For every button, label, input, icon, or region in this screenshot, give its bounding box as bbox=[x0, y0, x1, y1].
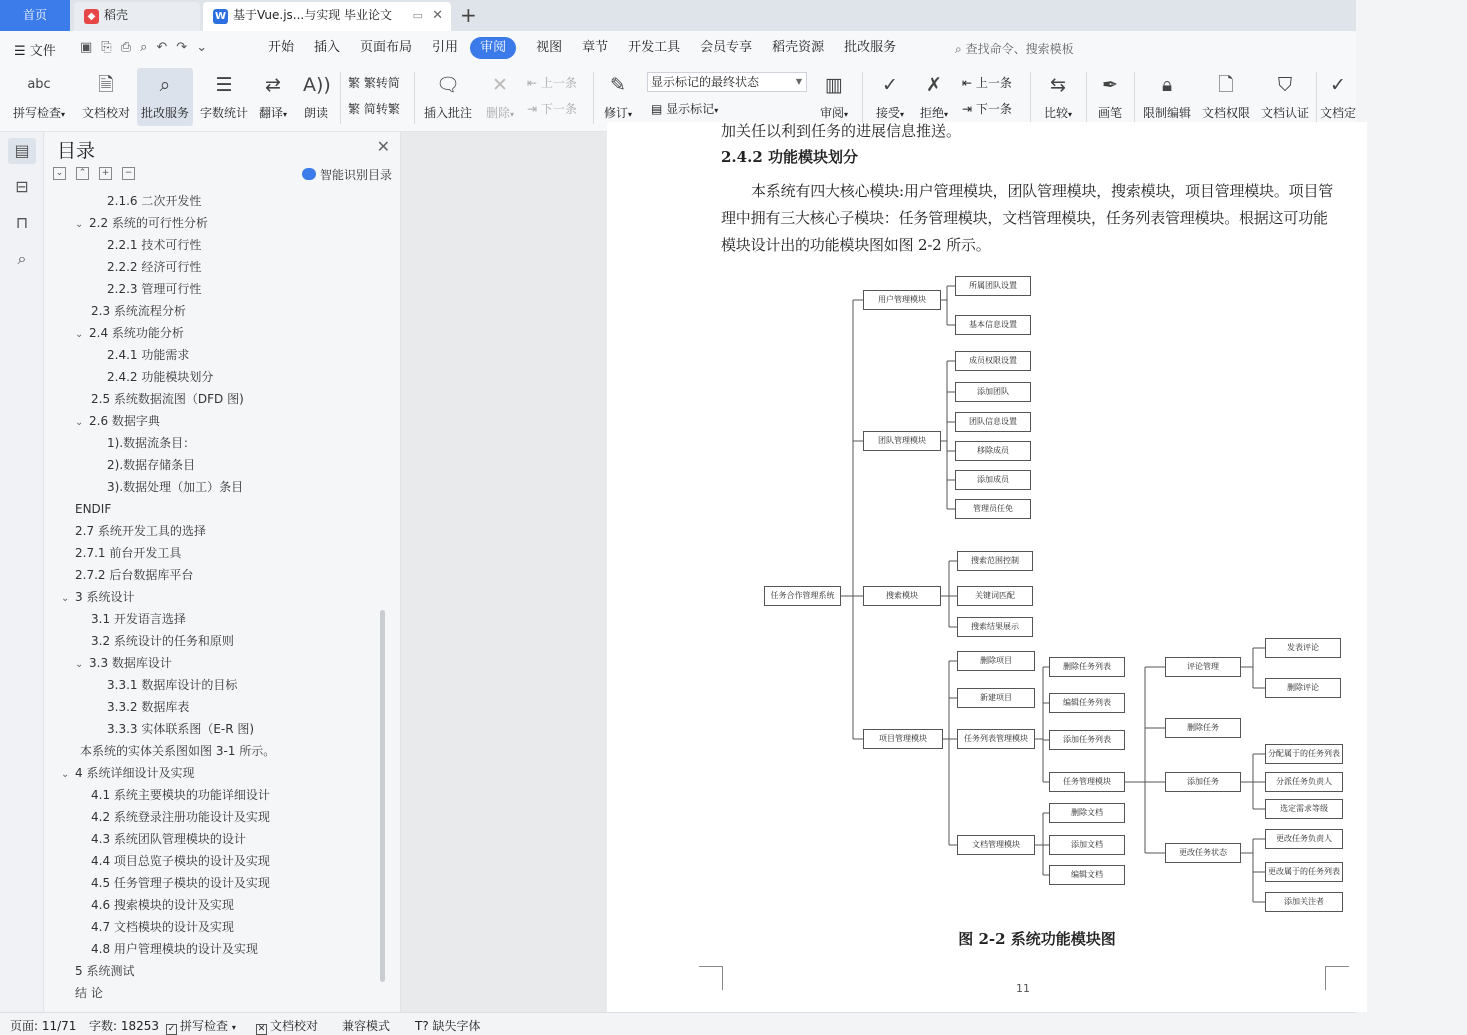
toc-item[interactable] bbox=[61, 762, 194, 784]
pin-icon[interactable]: ▭ bbox=[412, 9, 423, 22]
doc-final-label: 文档定 bbox=[1320, 106, 1357, 120]
prev-comment-label: 上一条 bbox=[540, 76, 577, 90]
document-area bbox=[401, 122, 1356, 1012]
bookmark-icon[interactable]: ⊓ bbox=[15, 213, 29, 232]
doc-check-button[interactable] bbox=[78, 68, 134, 126]
toc-item-label: 3 系统设计 bbox=[75, 590, 135, 604]
toc-list bbox=[45, 190, 380, 1005]
toc-item-label: 2.2.1 技术可行性 bbox=[107, 238, 202, 252]
more-icon[interactable]: ⌄ bbox=[196, 40, 208, 55]
toc-item-label: 3.3.2 数据库表 bbox=[107, 700, 190, 714]
diagram-node: 移除成员 bbox=[955, 441, 1031, 461]
read-aloud-button[interactable] bbox=[298, 68, 334, 126]
toc-item-label: 4.5 任务管理子模块的设计及实现 bbox=[91, 876, 270, 890]
diagram-node: 项目管理模块 bbox=[863, 729, 943, 749]
menu-insert[interactable]: 插入 bbox=[314, 40, 341, 55]
diagram-node: 添加成员 bbox=[955, 470, 1031, 490]
expand-all-icon[interactable]: ⌄ bbox=[53, 167, 66, 180]
pen-icon: ✒ bbox=[1102, 74, 1118, 96]
menu-review[interactable]: 审阅 bbox=[470, 37, 516, 59]
diagram-node: 添加任务列表 bbox=[1049, 730, 1125, 750]
toc-item-label: 3.3 数据库设计 bbox=[89, 656, 172, 670]
reject-button[interactable]: ✗ 拒绝▾ bbox=[919, 74, 949, 120]
read-aloud-icon: A)) bbox=[303, 74, 331, 96]
toc-item[interactable] bbox=[80, 740, 275, 762]
menu-start[interactable]: 开始 bbox=[268, 40, 295, 55]
menu-section[interactable]: 章节 bbox=[582, 40, 609, 55]
toc-item-label: 2.7.1 前台开发工具 bbox=[75, 546, 182, 560]
menu-daoke-resources[interactable]: 稻壳资源 bbox=[772, 40, 825, 55]
tab-home[interactable]: 首页 bbox=[0, 0, 70, 31]
search-icon[interactable]: ⌕ bbox=[17, 249, 27, 268]
toc-item-label: 2.7.2 后台数据库平台 bbox=[75, 568, 194, 582]
save-icon[interactable]: ▣ bbox=[80, 40, 93, 55]
next-change-label: 下一条 bbox=[975, 102, 1012, 116]
spell-check-button[interactable]: abc 拼写检查▾ bbox=[8, 68, 70, 126]
toc-scrollbar[interactable] bbox=[380, 610, 385, 982]
lock-icon: 🔒︎ bbox=[1161, 74, 1173, 96]
compare-icon: ⇆ bbox=[1050, 74, 1066, 96]
command-search-placeholder: 查找命令、搜索模板 bbox=[965, 42, 1074, 56]
toc-icon[interactable]: ▤ bbox=[8, 138, 36, 164]
menu-layout[interactable]: 页面布局 bbox=[360, 40, 413, 55]
body-paragraph: 本系统有四大核心模块:用户管理模块，团队管理模块，搜索模块，项目管理模块。项目管理中拥有三大核心子模块：任务管理模块，文档管理模块，任务列表管理模块。根据这可功能模块设计出的功能模块图如图 2-2 所示。 bbox=[721, 182, 1334, 254]
review-pane-label: 审阅 bbox=[819, 106, 844, 120]
toc-item[interactable] bbox=[75, 212, 208, 234]
document-page[interactable] bbox=[607, 122, 1367, 1012]
collapse-all-icon[interactable]: ⌃ bbox=[76, 167, 89, 180]
diagram-node: 成员权限设置 bbox=[955, 351, 1031, 371]
figure-caption: 图 2-2 系统功能模块图 bbox=[958, 930, 1116, 948]
diagram-node: 删除文档 bbox=[1049, 803, 1125, 823]
toc-item-label: 2.2.3 管理可行性 bbox=[107, 282, 202, 296]
separator bbox=[340, 72, 341, 124]
simp-label: 简转繁 bbox=[363, 102, 400, 116]
prev-change-button[interactable] bbox=[962, 74, 1012, 91]
toc-item[interactable] bbox=[75, 982, 103, 1004]
simp-icon: 繁 bbox=[348, 102, 361, 116]
toc-item[interactable] bbox=[107, 432, 195, 454]
ai-toc-button[interactable] bbox=[302, 166, 392, 183]
diagram-node: 任务管理模块 bbox=[1049, 772, 1125, 792]
toc-item[interactable] bbox=[91, 894, 234, 916]
hamburger-icon: ☰ bbox=[14, 44, 26, 59]
new-tab-button[interactable]: + bbox=[460, 3, 477, 27]
menu-developer[interactable]: 开发工具 bbox=[628, 40, 681, 55]
diagram-node: 管理员任免 bbox=[955, 499, 1031, 519]
diagram-node: 更改属于的任务列表 bbox=[1265, 862, 1343, 882]
chevron-down-icon[interactable]: ⌄ bbox=[75, 329, 84, 340]
prev-change-icon: ⇤ bbox=[962, 76, 973, 90]
compare-button[interactable]: ⇆ 比较▾ bbox=[1043, 74, 1073, 120]
toc-item[interactable] bbox=[91, 850, 270, 872]
accept-icon: ✓ bbox=[882, 74, 898, 96]
review-pane-button[interactable]: ▥ 审阅▾ bbox=[819, 74, 849, 120]
word-count-icon: ☰ bbox=[215, 74, 233, 96]
trad-label: 繁转简 bbox=[363, 76, 400, 90]
diagram-node: 删除任务列表 bbox=[1049, 657, 1125, 677]
toc-item[interactable] bbox=[107, 718, 254, 740]
toc-item-label: 4.6 搜索模块的设计及实现 bbox=[91, 898, 234, 912]
show-markup-icon: ▤ bbox=[651, 102, 663, 116]
diagram-node: 编辑任务列表 bbox=[1049, 693, 1125, 713]
toc-item-label: 4.2 系统登录注册功能设计及实现 bbox=[91, 810, 270, 824]
translate-icon: ⇄ bbox=[265, 74, 281, 96]
toc-item[interactable] bbox=[107, 366, 213, 388]
chevron-down-icon[interactable]: ⌄ bbox=[75, 659, 84, 670]
print-icon[interactable]: ⎙ bbox=[120, 40, 132, 55]
toc-item-label: 2.4.2 功能模块划分 bbox=[107, 370, 214, 384]
insert-comment-icon: 🗨 bbox=[435, 74, 461, 96]
separator bbox=[1086, 72, 1087, 124]
word-doc-icon: W bbox=[214, 11, 227, 22]
toc-item-label: 本系统的实体关系图如图 3-1 所示。 bbox=[80, 744, 276, 758]
status-bar bbox=[0, 1012, 1356, 1035]
diagram-node: 选定需求等级 bbox=[1265, 799, 1343, 819]
diagram-node: 更改任务状态 bbox=[1165, 843, 1241, 863]
toc-item[interactable] bbox=[91, 916, 234, 938]
diagram-node: 关键词匹配 bbox=[957, 586, 1033, 606]
accept-button[interactable]: ✓ 接受▾ bbox=[875, 74, 905, 120]
doc-permission-button[interactable] bbox=[1199, 68, 1253, 126]
separator bbox=[862, 72, 863, 124]
compare-label: 比较 bbox=[1043, 106, 1068, 120]
print-preview-icon[interactable]: ⌕ bbox=[140, 40, 148, 55]
menu-grading[interactable]: 批改服务 bbox=[844, 40, 897, 55]
diagram-node: 任务列表管理模块 bbox=[957, 729, 1035, 749]
word-count-button[interactable] bbox=[197, 68, 251, 126]
track-changes-icon: ✎ bbox=[610, 74, 626, 96]
status-doc-check[interactable] bbox=[256, 1017, 318, 1035]
delete-comment-icon: ✕ bbox=[492, 74, 508, 96]
tab-daoke-label: 稻壳 bbox=[104, 8, 129, 22]
chevron-down-icon[interactable]: ⌄ bbox=[75, 219, 84, 230]
diagram-node: 删除评论 bbox=[1265, 678, 1341, 698]
ai-icon bbox=[302, 168, 316, 180]
spell-check-icon: abc bbox=[27, 77, 51, 92]
toc-item[interactable] bbox=[61, 586, 134, 608]
status-doc-check-label: 文档校对 bbox=[270, 1019, 319, 1033]
checkbox-icon: ✓ bbox=[167, 1024, 176, 1034]
next-comment-icon: ⇥ bbox=[527, 102, 538, 116]
toc-item-label: 4 系统详细设计及实现 bbox=[75, 766, 195, 780]
word-count[interactable]: 字数: 18253 bbox=[89, 1019, 160, 1033]
show-markup-button[interactable]: ▤ 显示标记▾ bbox=[651, 102, 719, 116]
compat-mode[interactable]: 兼容模式 bbox=[342, 1019, 391, 1033]
toc-item[interactable] bbox=[107, 476, 243, 498]
insert-comment-button[interactable] bbox=[420, 68, 476, 126]
diagram-node: 添加任务 bbox=[1165, 772, 1241, 792]
add-heading-icon[interactable]: + bbox=[99, 167, 112, 180]
file-menu[interactable] bbox=[14, 40, 56, 59]
pen-button[interactable] bbox=[1092, 68, 1128, 126]
diagram-node: 编辑文档 bbox=[1049, 865, 1125, 885]
doc-certify-button[interactable] bbox=[1258, 68, 1312, 126]
toc-item-label: 2.1.6 二次开发性 bbox=[107, 194, 202, 208]
translate-button[interactable]: ⇄ 翻译▾ bbox=[258, 74, 288, 120]
tab-daoke[interactable] bbox=[74, 2, 200, 31]
toc-item[interactable] bbox=[91, 300, 186, 322]
toc-item[interactable] bbox=[75, 542, 181, 564]
toc-item[interactable] bbox=[75, 520, 206, 542]
redo-icon[interactable]: ↷ bbox=[176, 40, 188, 55]
diagram-node: 分派任务负责人 bbox=[1265, 772, 1343, 792]
prev-comment-button[interactable] bbox=[527, 74, 577, 91]
status-spell-label: 拼写检查 bbox=[180, 1019, 229, 1033]
toc-item-label: 2.2 系统的可行性分析 bbox=[89, 216, 208, 230]
missing-font[interactable] bbox=[415, 1017, 481, 1034]
toc-item[interactable] bbox=[107, 234, 201, 256]
toc-item[interactable] bbox=[107, 256, 201, 278]
doc-final-button[interactable] bbox=[1320, 68, 1356, 126]
toc-item[interactable] bbox=[91, 938, 258, 960]
markup-state-value: 显示标记的最终状态 bbox=[651, 75, 760, 89]
toc-item[interactable] bbox=[75, 564, 193, 586]
diagram-node: 发表评论 bbox=[1265, 638, 1341, 658]
prev-change-label: 上一条 bbox=[975, 76, 1012, 90]
diagram-node: 删除项目 bbox=[957, 651, 1035, 671]
separator bbox=[414, 72, 415, 124]
pen-label: 画笔 bbox=[1097, 106, 1122, 120]
translate-label: 翻译 bbox=[258, 106, 283, 120]
certify-icon: ⛉ bbox=[1277, 74, 1293, 96]
toc-item-label: 3.3.3 实体联系图（E-R 图) bbox=[107, 722, 255, 736]
tab-bar bbox=[0, 0, 1356, 31]
diagram-node: 文档管理模块 bbox=[957, 835, 1035, 855]
grading-icon: ⌕ bbox=[159, 74, 171, 96]
diagram-connectors bbox=[607, 122, 1367, 922]
doc-check-label: 文档校对 bbox=[81, 106, 130, 120]
command-search[interactable] bbox=[955, 40, 1074, 57]
file-menu-label: 文件 bbox=[29, 44, 56, 59]
toc-item[interactable] bbox=[107, 454, 195, 476]
diagram-node: 团队管理模块 bbox=[863, 431, 941, 451]
menu-member[interactable]: 会员专享 bbox=[700, 40, 753, 55]
toc-item[interactable] bbox=[75, 322, 184, 344]
diagram-node: 搜索范围控制 bbox=[957, 551, 1033, 571]
toc-item-label: 2.6 数据字典 bbox=[89, 414, 160, 428]
status-spell-check[interactable]: ✓ 拼写检查 ▾ bbox=[167, 1019, 236, 1034]
toc-item-label: 结 论 bbox=[75, 986, 103, 1000]
next-comment-button[interactable] bbox=[527, 100, 577, 117]
word-count-label: 字数统计 bbox=[199, 106, 248, 120]
toc-item-label: 2.2.2 经济可行性 bbox=[107, 260, 202, 274]
toc-panel bbox=[45, 132, 401, 1012]
toc-item-label: 1).数据流条目： bbox=[107, 436, 196, 450]
toc-item[interactable] bbox=[91, 872, 270, 894]
section-heading: 2.4.2 功能模块划分 bbox=[721, 148, 858, 166]
toc-item-label: 5 系统测试 bbox=[75, 964, 135, 978]
toc-item[interactable] bbox=[91, 784, 270, 806]
toc-item[interactable] bbox=[107, 278, 201, 300]
diagram-node: 用户管理模块 bbox=[863, 290, 941, 310]
separator bbox=[1134, 72, 1135, 124]
next-change-button[interactable] bbox=[962, 100, 1012, 117]
toc-item-label: 3.3.1 数据库设计的目标 bbox=[107, 678, 238, 692]
separator bbox=[593, 72, 594, 124]
diagram-node: 分配属于的任务列表 bbox=[1265, 744, 1343, 764]
trad-icon: 繁 bbox=[348, 76, 361, 90]
toc-toolbar bbox=[53, 167, 135, 180]
toc-item-label: 2.4 系统功能分析 bbox=[89, 326, 184, 340]
chevron-down-icon[interactable]: ⌄ bbox=[61, 593, 70, 604]
toc-item-label: 4.7 文档模块的设计及实现 bbox=[91, 920, 234, 934]
chapter-icon[interactable]: ⊟ bbox=[15, 177, 29, 196]
toc-item-label: 3).数据处理（加工）条目 bbox=[107, 480, 244, 494]
menu-view[interactable]: 视图 bbox=[536, 40, 563, 55]
toc-item[interactable] bbox=[91, 828, 246, 850]
prev-comment-icon: ⇤ bbox=[527, 76, 538, 90]
grading-label: 批改服务 bbox=[140, 106, 189, 120]
trad-to-simp-button[interactable] bbox=[348, 74, 400, 91]
diagram-node: 所属团队设置 bbox=[955, 276, 1031, 296]
font-icon: T? bbox=[415, 1019, 429, 1033]
tab-document-label: 基于Vue.js...与实现 毕业论文 bbox=[233, 8, 393, 22]
diagram-node: 添加关注者 bbox=[1265, 892, 1343, 912]
toc-item-label: 4.3 系统团队管理模块的设计 bbox=[91, 832, 246, 846]
toc-item[interactable] bbox=[107, 696, 189, 718]
toc-item[interactable] bbox=[91, 806, 270, 828]
toc-item[interactable] bbox=[75, 498, 111, 520]
doc-permission-label: 文档权限 bbox=[1201, 106, 1250, 120]
diagram-node-root: 任务合作管理系统 bbox=[764, 586, 841, 606]
review-pane-icon: ▥ bbox=[825, 74, 843, 96]
delete-comment-button[interactable]: ✕ 删除▾ bbox=[485, 74, 515, 120]
menu-bar bbox=[0, 31, 1356, 66]
accept-label: 接受 bbox=[875, 106, 900, 120]
final-icon: ✓ bbox=[1330, 74, 1346, 96]
daoke-logo-icon: ◆ bbox=[84, 9, 99, 24]
remove-heading-icon[interactable]: − bbox=[122, 167, 135, 180]
doc-check-icon: ✕ bbox=[257, 1024, 266, 1034]
undo-icon[interactable]: ↶ bbox=[156, 40, 168, 55]
toc-item[interactable] bbox=[107, 674, 237, 696]
toc-item[interactable] bbox=[107, 190, 201, 212]
next-change-icon: ⇥ bbox=[962, 102, 973, 116]
separator bbox=[1030, 72, 1031, 124]
page-indicator[interactable]: 页面: 11/71 bbox=[10, 1019, 77, 1033]
delete-comment-label: 删除 bbox=[485, 106, 510, 120]
reject-label: 拒绝 bbox=[919, 106, 944, 120]
close-icon[interactable]: ✕ bbox=[432, 8, 443, 23]
toc-item-label: 3.1 开发语言选择 bbox=[91, 612, 186, 626]
diagram-node: 删除任务 bbox=[1165, 718, 1241, 738]
toc-item-label: 4.4 项目总览子模块的设计及实现 bbox=[91, 854, 270, 868]
quick-access-toolbar bbox=[80, 40, 207, 55]
menu-references[interactable]: 引用 bbox=[432, 40, 459, 55]
insert-comment-label: 插入批注 bbox=[423, 106, 472, 120]
toc-item[interactable] bbox=[75, 652, 172, 674]
toc-item-label: 2.5 系统数据流图（DFD 图) bbox=[91, 392, 244, 406]
read-aloud-label: 朗读 bbox=[303, 106, 328, 120]
chevron-down-icon: ▼ bbox=[795, 77, 802, 86]
diagram-node: 添加文档 bbox=[1049, 835, 1125, 855]
separator bbox=[1316, 72, 1317, 124]
toc-item-label: 4.8 用户管理模块的设计及实现 bbox=[91, 942, 258, 956]
doc-check-icon: 🗎 bbox=[98, 74, 114, 96]
grading-service-button[interactable] bbox=[137, 68, 193, 126]
next-comment-label: 下一条 bbox=[540, 102, 577, 116]
diagram-node: 基本信息设置 bbox=[955, 315, 1031, 335]
diagram-node: 团队信息设置 bbox=[955, 412, 1031, 432]
toc-item[interactable] bbox=[91, 608, 186, 630]
diagram-node: 新建项目 bbox=[957, 688, 1035, 708]
tab-document[interactable] bbox=[203, 2, 451, 31]
toc-item[interactable] bbox=[91, 388, 244, 410]
toc-item-label: 3.2 系统设计的任务和原则 bbox=[91, 634, 234, 648]
track-changes-label: 修订 bbox=[603, 106, 628, 120]
doc-certify-label: 文档认证 bbox=[1260, 106, 1309, 120]
markup-state-select[interactable] bbox=[647, 72, 807, 92]
diagram-node: 搜索结果展示 bbox=[957, 617, 1033, 637]
toc-item[interactable] bbox=[107, 344, 189, 366]
toc-item-label: 2.3 系统流程分析 bbox=[91, 304, 186, 318]
simp-to-trad-button[interactable] bbox=[348, 100, 400, 117]
track-changes-button[interactable]: ✎ 修订▾ bbox=[603, 74, 633, 120]
navigation-strip bbox=[0, 132, 44, 1012]
ribbon-tabs bbox=[268, 37, 916, 59]
diagram-node: 更改任务负责人 bbox=[1265, 829, 1343, 849]
toc-item[interactable] bbox=[75, 960, 134, 982]
show-markup-label: 显示标记 bbox=[666, 102, 715, 116]
search-icon: ⌕ bbox=[955, 42, 962, 56]
diagram-node: 添加团队 bbox=[955, 382, 1031, 402]
spell-check-label: 拼写检查 bbox=[12, 106, 61, 120]
toc-title: 目录 bbox=[57, 140, 96, 162]
previous-paragraph-tail: 加关任以利到任务的进展信息推送。 bbox=[721, 122, 962, 140]
toc-item-label: 2.7 系统开发工具的选择 bbox=[75, 524, 206, 538]
toc-item-label: ENDIF bbox=[75, 502, 112, 516]
toc-item-label: 2).数据存储条目 bbox=[107, 458, 196, 472]
diagram-node: 评论管理 bbox=[1165, 657, 1241, 677]
permission-icon: 🗋 bbox=[1218, 74, 1234, 96]
toc-item[interactable] bbox=[75, 410, 160, 432]
toc-item-label: 2.4.1 功能需求 bbox=[107, 348, 190, 362]
page-number: 11 bbox=[1016, 982, 1030, 995]
restrict-edit-button[interactable] bbox=[1140, 68, 1194, 126]
missing-font-label: 缺失字体 bbox=[432, 1019, 481, 1033]
reject-icon: ✗ bbox=[926, 74, 942, 96]
toc-item-label: 4.1 系统主要模块的功能详细设计 bbox=[91, 788, 270, 802]
ai-toc-label: 智能识别目录 bbox=[319, 168, 392, 182]
close-icon[interactable]: ✕ bbox=[376, 137, 390, 156]
diagram-node: 搜索模块 bbox=[863, 586, 941, 606]
restrict-edit-label: 限制编辑 bbox=[1142, 106, 1191, 120]
export-pdf-icon[interactable]: ⎘ bbox=[101, 40, 112, 55]
chevron-down-icon[interactable]: ⌄ bbox=[75, 417, 84, 428]
toc-item[interactable] bbox=[91, 630, 234, 652]
chevron-down-icon[interactable]: ⌄ bbox=[61, 769, 70, 780]
